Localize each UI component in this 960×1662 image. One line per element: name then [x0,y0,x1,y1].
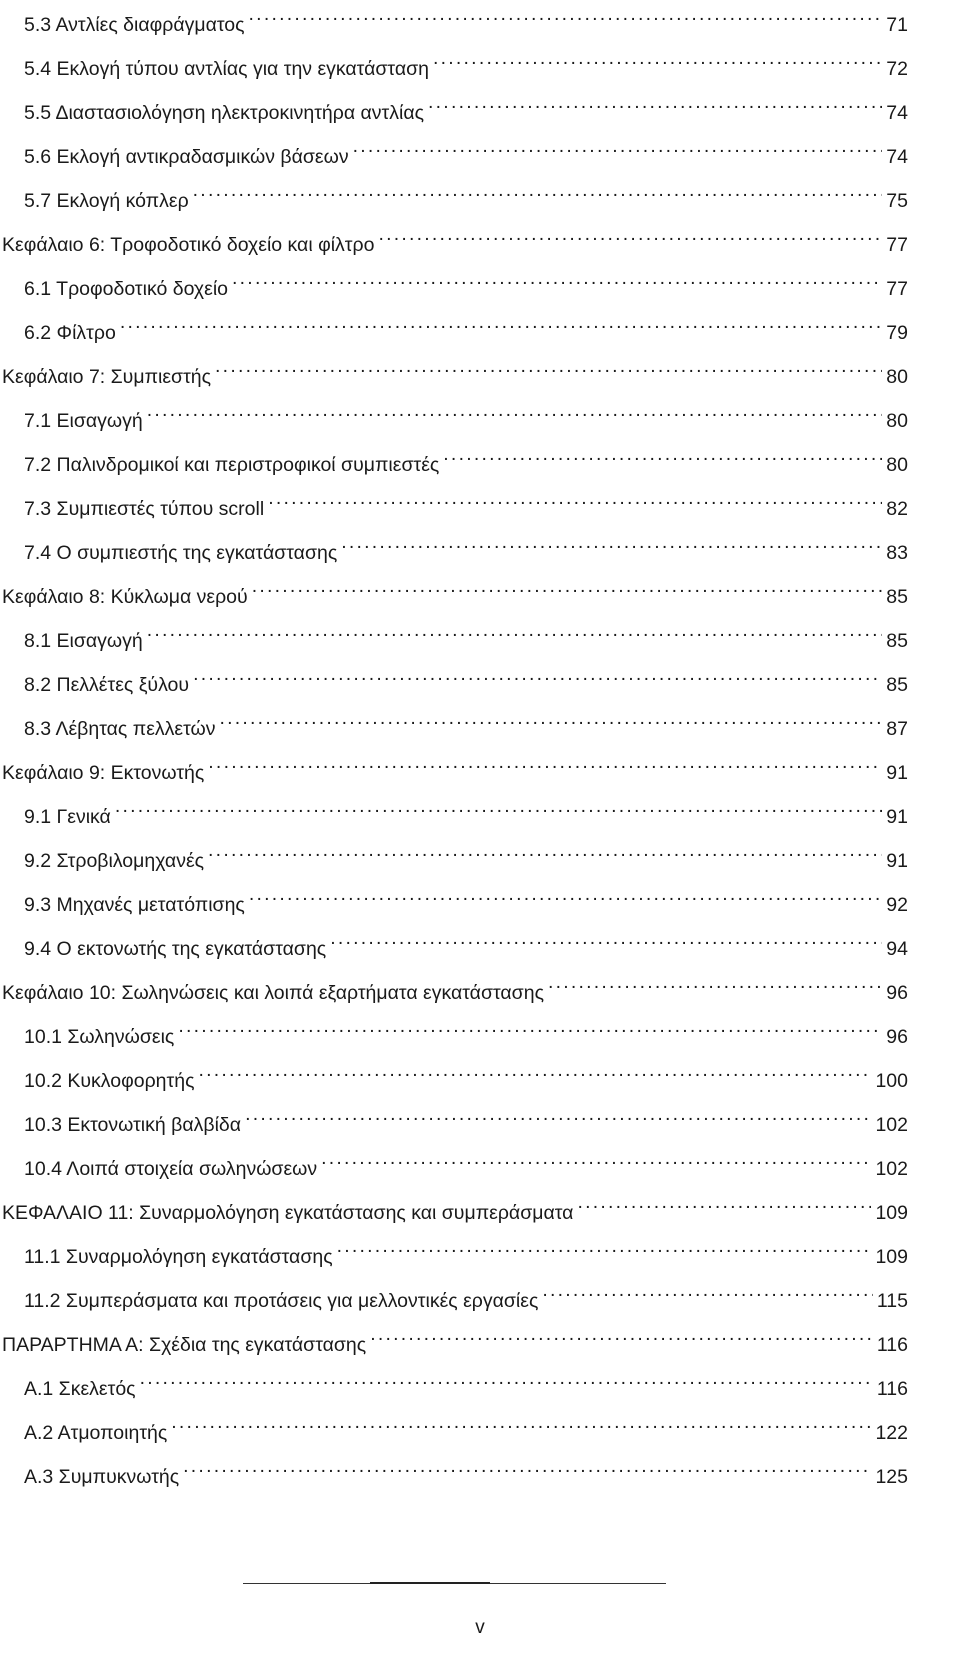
toc-entry-page: 71 [886,14,908,36]
dot-leader [321,1141,871,1175]
toc-entry-label: 9.4 Ο εκτονωτής της εγκατάστασης [24,938,327,960]
toc-entry-label: 10.2 Κυκλοφορητής [24,1070,195,1092]
toc-entry-label: ΠΑΡΑΡΤΗΜΑ Α: Σχέδια της εγκατάστασης [2,1334,367,1356]
toc-entry[interactable] [24,1405,908,1444]
toc-entry-page: 122 [875,1422,908,1444]
toc-entry-page: 109 [875,1202,908,1224]
toc-entry-label: Κεφάλαιο 6: Τροφοδοτικό δοχείο και φίλτρο [2,234,375,256]
toc-entry[interactable] [24,877,908,916]
toc-entry-page: 74 [886,146,908,168]
toc-entry[interactable] [24,525,908,564]
toc-entry-page: 94 [886,938,908,960]
toc-entry-page: 91 [886,762,908,784]
toc-entry[interactable] [24,657,908,696]
toc-entry-label: 5.5 Διαστασιολόγηση ηλεκτροκινητήρα αντλίας [24,102,425,124]
toc-entry-label: Α.2 Ατμοποιητής [24,1422,168,1444]
toc-entry-label: Κεφάλαιο 9: Εκτονωτής [2,762,205,784]
dot-leader [232,261,882,295]
toc-entry-page: 96 [886,982,908,1004]
dot-leader [542,1273,873,1307]
dot-leader [140,1361,873,1395]
dot-leader [353,129,883,163]
dot-leader [443,437,882,471]
toc-entry-label: 5.6 Εκλογή αντικραδασμικών βάσεων [24,146,349,168]
page-number: v [475,1617,485,1638]
dot-leader [193,657,882,691]
dot-leader [330,921,882,955]
toc-entry-label: Κεφάλαιο 7: Συμπιεστής [2,366,212,388]
toc-entry-page: 75 [886,190,908,212]
toc-entry[interactable] [2,1185,908,1224]
toc-entry-label: 7.3 Συμπιεστές τύπου scroll [24,498,265,520]
toc-entry-label: 8.1 Εισαγωγή [24,630,143,652]
toc-entry[interactable] [24,833,908,872]
dot-leader [548,965,882,999]
dot-leader [245,1097,871,1131]
toc-entry[interactable] [24,1449,908,1488]
toc-entry-page: 74 [886,102,908,124]
toc-entry-page: 92 [886,894,908,916]
toc-entry-label: 6.1 Τροφοδοτικό δοχείο [24,278,229,300]
toc-entry[interactable] [24,437,908,476]
dot-leader [577,1185,871,1219]
toc-entry-label: 7.1 Εισαγωγή [24,410,143,432]
dot-leader [252,569,883,603]
toc-entry-label: Α.1 Σκελετός [24,1378,136,1400]
toc-entry-page: 91 [886,850,908,872]
toc-entry[interactable] [24,1009,908,1048]
toc-entry[interactable] [24,1361,908,1400]
dot-leader [183,1449,871,1483]
toc-entry-page: 102 [875,1158,908,1180]
toc-entry[interactable] [24,701,908,740]
dot-leader [220,701,883,735]
dot-leader [370,1317,873,1351]
toc-entry[interactable] [2,569,908,608]
dot-leader [178,1009,882,1043]
toc-entry[interactable] [2,349,908,388]
toc-entry[interactable] [24,0,908,36]
dot-leader [428,85,882,119]
toc-entry-label: ΚΕΦΑΛΑΙΟ 11: Συναρμολόγηση εγκατάστασης και συμπεράσματα [2,1202,574,1224]
toc-entry-label: 8.2 Πελλέτες ξύλου [24,674,190,696]
dot-leader [268,481,882,515]
dot-leader [147,393,883,427]
toc-entry-label: Α.3 Συμπυκνωτής [24,1466,180,1488]
toc-entry-label: 5.4 Εκλογή τύπου αντλίας για την εγκατάσταση [24,58,429,80]
toc-entry-page: 85 [886,674,908,696]
toc-entry[interactable] [24,1229,908,1268]
toc-entry[interactable] [24,173,908,212]
dot-leader [337,1229,872,1263]
dot-leader [208,745,882,779]
toc-entry[interactable] [24,85,908,124]
toc-entry[interactable] [24,305,908,344]
footer-divider-accent [370,1582,490,1584]
toc-entry-page: 79 [886,322,908,344]
toc-entry-label: Κεφάλαιο 8: Κύκλωμα νερού [2,586,248,608]
toc-entry-page: 80 [886,454,908,476]
toc-entry-page: 80 [886,366,908,388]
toc-entry-page: 83 [886,542,908,564]
dot-leader [120,305,882,339]
toc-entry-page: 91 [886,806,908,828]
dot-leader [341,525,882,559]
toc-entry[interactable] [24,481,908,520]
dot-leader [433,41,882,75]
toc-entry-label: 10.4 Λοιπά στοιχεία σωληνώσεων [24,1158,318,1180]
toc-entry[interactable] [24,1053,908,1092]
toc-entry[interactable] [24,1273,908,1312]
toc-entry[interactable] [2,965,908,1004]
toc-entry-label: 9.3 Μηχανές μετατόπισης [24,894,245,916]
toc-entry[interactable] [24,1141,908,1180]
dot-leader [198,1053,871,1087]
dot-leader [147,613,883,647]
toc-entry-label: 6.2 Φίλτρο [24,322,116,344]
toc-entry-page: 87 [886,718,908,740]
toc-entry-page: 102 [875,1114,908,1136]
dot-leader [378,217,882,251]
toc-entry[interactable] [24,41,908,80]
toc-entry-page: 85 [886,630,908,652]
toc-entry-label: 11.2 Συμπεράσματα και προτάσεις για μελλοντικές εργασίες [24,1290,539,1312]
toc-entry[interactable] [24,393,908,432]
toc-entry-page: 80 [886,410,908,432]
toc-entry-label: 11.1 Συναρμολόγηση εγκατάστασης [24,1246,333,1268]
toc-entry-label: 10.3 Εκτονωτική βαλβίδα [24,1114,242,1136]
toc-entry-label: 10.1 Σωληνώσεις [24,1026,175,1048]
toc-entry-page: 96 [886,1026,908,1048]
toc-entry-page: 115 [876,1290,908,1312]
toc-entry-page: 82 [886,498,908,520]
toc-entry-page: 77 [886,278,908,300]
toc-entry-page: 116 [876,1378,908,1400]
toc-entry-label: 7.2 Παλινδρομικοί και περιστροφικοί συμπιεστές [24,454,440,476]
toc-entry-label: 9.1 Γενικά [24,806,111,828]
dot-leader [208,833,882,867]
toc-entry[interactable] [24,261,908,300]
toc-entry[interactable] [24,921,908,960]
toc-entry-page: 116 [876,1334,908,1356]
dot-leader [249,877,882,911]
toc-entry[interactable] [24,613,908,652]
toc-entry-label: 5.3 Αντλίες διαφράγματος [24,14,245,36]
toc-entry-page: 72 [886,58,908,80]
dot-leader [249,0,883,31]
dot-leader [171,1405,871,1439]
dot-leader [193,173,883,207]
toc-entry-label: 5.7 Εκλογή κόπλερ [24,190,189,212]
toc-entry[interactable] [2,745,908,784]
toc-entry[interactable] [2,217,908,256]
dot-leader [115,789,882,823]
toc-entry[interactable] [24,1097,908,1136]
toc-entry-page: 125 [875,1466,908,1488]
toc-entry[interactable] [24,129,908,168]
toc-entry[interactable] [24,789,908,828]
toc-entry-page: 100 [875,1070,908,1092]
toc-entry-label: 9.2 Στροβιλομηχανές [24,850,205,872]
toc-entry-label: 8.3 Λέβητας πελλετών [24,718,216,740]
dot-leader [215,349,882,383]
toc-entry-page: 109 [875,1246,908,1268]
toc-entry[interactable] [2,1317,908,1356]
toc-entry-label: Κεφάλαιο 10: Σωληνώσεις και λοιπά εξαρτήματα εγκατάστασης [2,982,544,1004]
toc-entry-page: 85 [886,586,908,608]
toc-entry-label: 7.4 Ο συμπιεστής της εγκατάστασης [24,542,338,564]
toc-entry-page: 77 [886,234,908,256]
